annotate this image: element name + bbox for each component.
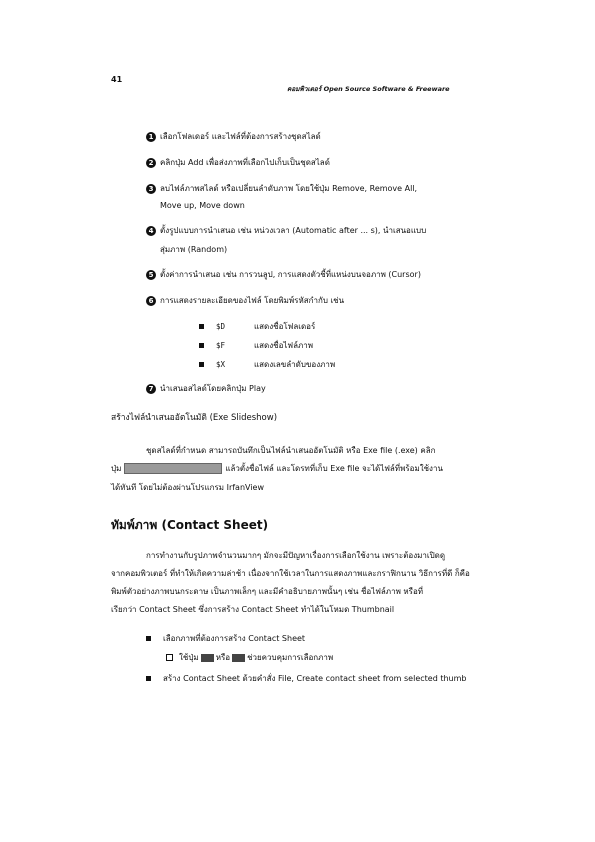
bullet-icon <box>146 636 151 641</box>
step-1 <box>146 130 321 143</box>
page-number: 41 <box>111 75 123 84</box>
step-3-continuation: Move up, Move down <box>160 201 245 210</box>
paragraph-line: ได้ทันที โดยไม่ต้องผ่านโปรแกรม IrfanView <box>111 483 265 492</box>
bullet-item <box>146 672 466 685</box>
code-description: แสดงเลขลำดับของภาพ <box>254 360 336 369</box>
bullet-icon <box>199 324 204 329</box>
step-7 <box>146 382 266 395</box>
step-4 <box>146 224 426 237</box>
step-3 <box>146 182 417 195</box>
step-number: 2 <box>146 158 156 168</box>
paragraph-line: เรียกว่า Contact Sheet ซึ่งการสร้าง Contact Sheet ทำได้ในโหมด Thumbnail <box>111 605 395 614</box>
bullet-icon <box>146 676 151 681</box>
section-heading: ทัมพ์ภาพ (Contact Sheet) <box>111 518 269 532</box>
step-number: 6 <box>146 296 156 306</box>
paragraph-line-with-button <box>111 462 443 475</box>
step-text: ตั้งรูปแบบการนำเสนอ เช่น หน่วงเวลา (Automatic after ... s), นำเสนอแบบ <box>160 226 427 235</box>
paragraph-line: จากคอมพิวเตอร์ ที่ทำให้เกิดความล่าช้า เนื่องจากใช้เวลาในการแสดงภาพและกราฟิกนาน วิธีการที่ดี ก็คือ <box>111 569 470 578</box>
step-number: 5 <box>146 270 156 280</box>
code-description: แสดงชื่อไฟล์ภาพ <box>254 341 314 350</box>
text-fragment: ปุ่ม <box>111 464 122 473</box>
step-text: ลบไฟล์ภาพสไลด์ หรือเปลี่ยนลำดับภาพ โดยใช้ปุ่ม Remove, Remove All, <box>160 184 418 193</box>
text-fragment: หรือ <box>215 653 231 662</box>
bullet-item <box>146 632 305 645</box>
step-number: 7 <box>146 384 156 394</box>
paragraph-line: พิมพ์ตัวอย่างภาพบนกระดาษ เป็นภาพเล็กๆ และมีคำอธิบายภาพนั้นๆ เช่น ชื่อไฟล์ภาพ หรือที่ <box>111 587 424 596</box>
ctrl-key-icon <box>232 654 245 662</box>
step-text: เลือกโฟลเดอร์ และไฟล์ที่ต้องการสร้างชุดสไลด์ <box>160 132 321 141</box>
bullet-text: เลือกภาพที่ต้องการสร้าง Contact Sheet <box>163 634 306 643</box>
step-number: 1 <box>146 132 156 142</box>
code-token: $X <box>216 360 226 369</box>
bullet-icon <box>199 343 204 348</box>
code-item <box>199 320 315 333</box>
step-text: นำเสนอสไลด์โดยคลิกปุ่ม Play <box>160 384 266 393</box>
code-item <box>199 358 335 371</box>
text-fragment: ใช้ปุ่ม <box>179 653 199 662</box>
step-2 <box>146 156 330 169</box>
step-number: 4 <box>146 226 156 236</box>
shift-key-icon <box>201 654 214 662</box>
save-as-exe-button-image <box>124 463 222 474</box>
running-header: คอมพิวเตอร์ Open Source Software & Freeware <box>287 85 450 93</box>
step-text: การแสดงรายละเอียดของไฟล์ โดยพิมพ์รหัสกำกับ เช่น <box>160 296 345 305</box>
sub-bullet-item <box>166 651 333 664</box>
step-text: ตั้งค่าการนำเสนอ เช่น การวนลูป, การแสดงตัวชี้ที่แหน่งบนจอภาพ (Cursor) <box>160 270 421 279</box>
checkbox-bullet-icon <box>166 654 173 661</box>
code-token: $F <box>216 341 226 350</box>
step-text: คลิกปุ่ม Add เพื่อส่งภาพที่เลือกไปเก็บเป็นชุดสไลด์ <box>160 158 330 167</box>
code-description: แสดงชื่อโฟลเดอร์ <box>254 322 316 331</box>
step-5 <box>146 268 421 281</box>
code-item <box>199 339 313 352</box>
text-fragment: ช่วยควบคุมการเลือกภาพ <box>247 653 334 662</box>
step-number: 3 <box>146 184 156 194</box>
step-6 <box>146 294 344 307</box>
paragraph-line: การทำงานกับรูปภาพจำนวนมากๆ มักจะมีปัญหาเรื่องการเลือกใช้งาน เพราะต้องมาเปิดดู <box>146 551 446 560</box>
code-token: $D <box>216 322 226 331</box>
bullet-text: สร้าง Contact Sheet ด้วยคำสั่ง File, Create contact sheet from selected thumb <box>163 674 467 683</box>
text-fragment: แล้วตั้งชื่อไฟล์ และโดรทที่เก็บ Exe file จะได้ไฟล์ที่พร้อมใช้งาน <box>225 464 443 473</box>
section-subheading: สร้างไฟล์นำเสนออัตโนมัติ (Exe Slideshow) <box>111 413 278 423</box>
paragraph-line: ชุดสไลด์ที่กำหนด สามารถบันทึกเป็นไฟล์นำเสนออัตโนมัติ หรือ Exe file (.exe) คลิก <box>146 446 436 455</box>
bullet-icon <box>199 362 204 367</box>
step-4-continuation: สุ่มภาพ (Random) <box>160 245 228 254</box>
